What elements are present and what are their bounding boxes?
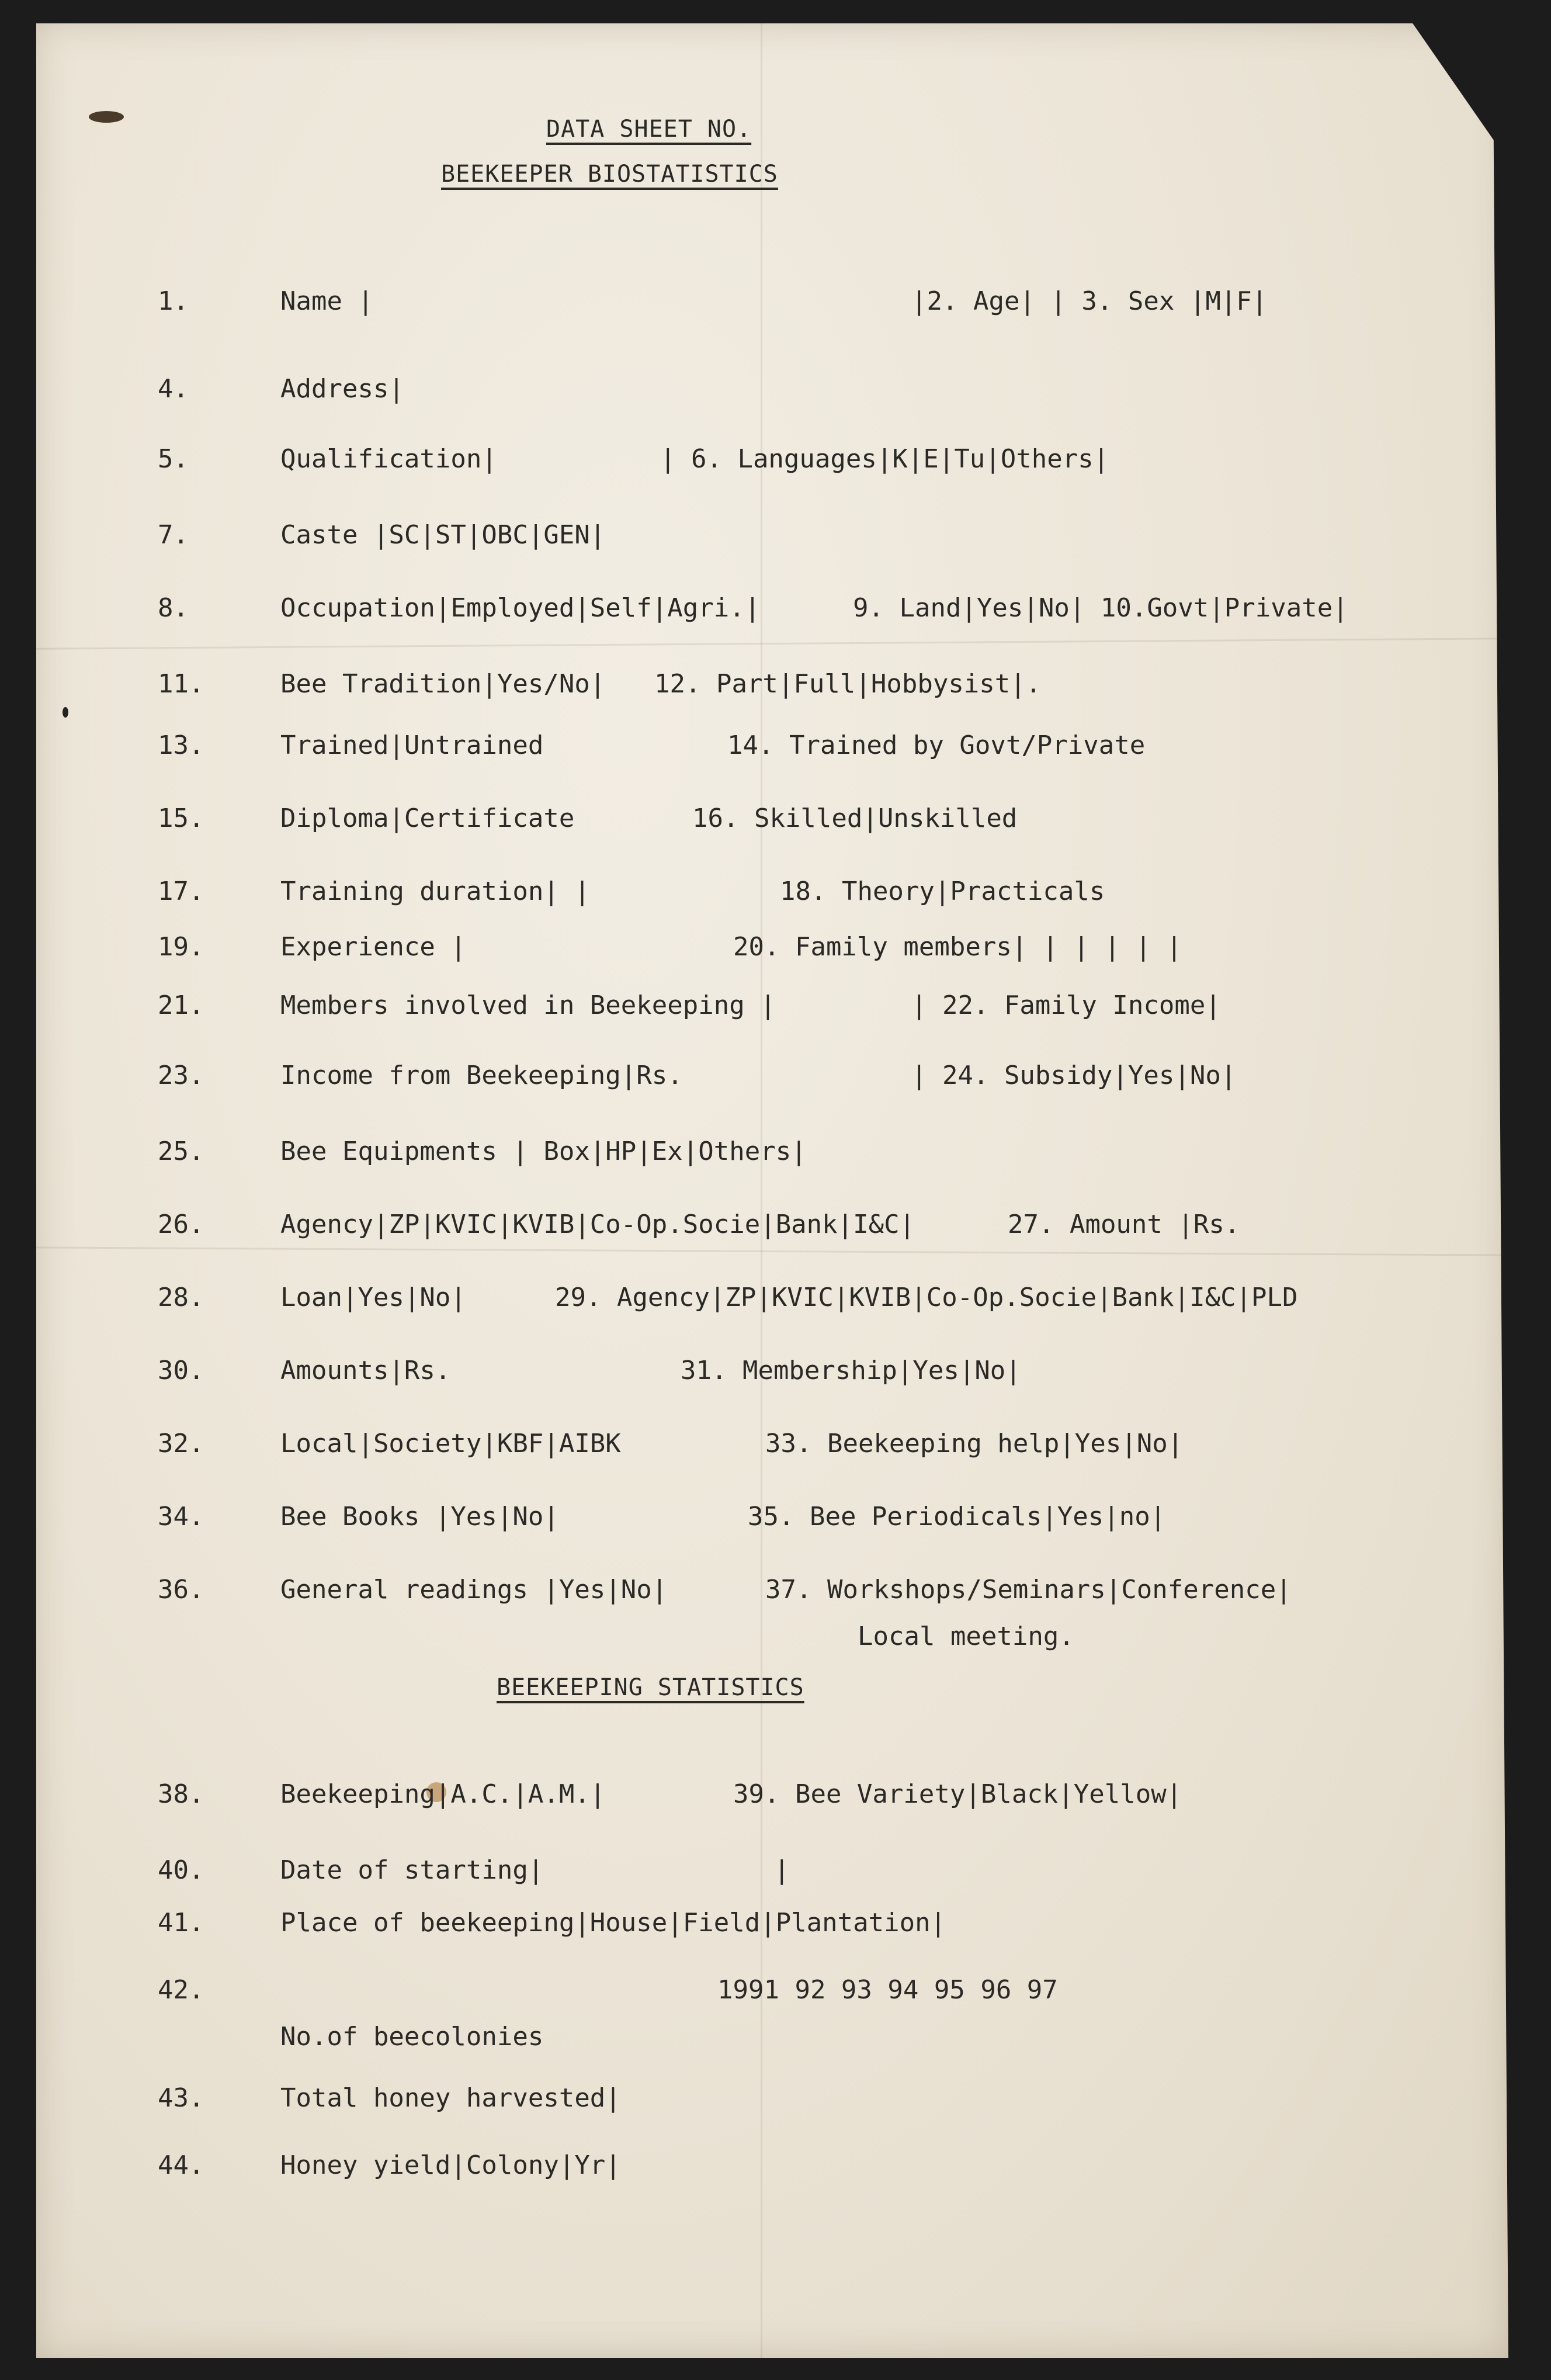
field-label-secondary: 39. Bee Variety|Black|Yellow| — [733, 1779, 1182, 1809]
field-label-secondary: 1991 92 93 94 95 96 97 — [717, 1975, 1058, 2005]
item-number: 21. — [158, 990, 204, 1020]
field-label: General readings |Yes|No| — [280, 1575, 668, 1605]
item-number: 11. — [158, 669, 204, 699]
field-label-secondary: 14. Trained by Govt/Private — [727, 730, 1146, 760]
field-label-secondary: 27. Amount |Rs. — [1008, 1210, 1240, 1239]
field-label: Amounts|Rs. — [280, 1356, 451, 1385]
item-number: 8. — [158, 593, 189, 623]
item-number: 23. — [158, 1061, 204, 1090]
field-label-secondary: | 6. Languages|K|E|Tu|Others| — [660, 444, 1109, 474]
field-label-secondary: 35. Bee Periodicals|Yes|no| — [748, 1502, 1166, 1532]
field-label-secondary: | 22. Family Income| — [911, 990, 1221, 1020]
item-number: 15. — [158, 803, 204, 833]
field-label: Bee Equipments | Box|HP|Ex|Others| — [280, 1137, 807, 1166]
field-label: Bee Tradition|Yes/No| — [280, 669, 606, 699]
item-number: 32. — [158, 1429, 204, 1459]
field-label: Honey yield|Colony|Yr| — [280, 2150, 621, 2180]
item-number: 44. — [158, 2150, 204, 2180]
item-number: 30. — [158, 1356, 204, 1385]
item-number: 19. — [158, 932, 204, 962]
field-label: Loan|Yes|No| — [280, 1283, 466, 1312]
field-label-secondary: | — [774, 1855, 790, 1885]
field-label-secondary: Local meeting. — [858, 1622, 1074, 1651]
item-number: 17. — [158, 877, 204, 906]
field-label: Agency|ZP|KVIC|KVIB|Co-Op.Socie|Bank|I&C| — [280, 1210, 915, 1239]
field-label: Place of beekeeping|House|Field|Plantation| — [280, 1908, 946, 1938]
item-number: 26. — [158, 1210, 204, 1239]
item-number: 25. — [158, 1137, 204, 1166]
field-label: Income from Beekeeping|Rs. — [280, 1061, 683, 1090]
field-label: Members involved in Beekeeping | — [280, 990, 776, 1020]
field-label: Occupation|Employed|Self|Agri.| — [280, 593, 761, 623]
item-number: 41. — [158, 1908, 204, 1938]
field-label: Date of starting| — [280, 1855, 544, 1885]
field-label: Address| — [280, 374, 404, 404]
item-number: 5. — [158, 444, 189, 474]
item-number: 4. — [158, 374, 189, 404]
form-title: DATA SHEET NO. — [546, 116, 752, 143]
field-label-secondary: 12. Part|Full|Hobbysist|. — [654, 669, 1042, 699]
form-subtitle: BEEKEEPER BIOSTATISTICS — [441, 161, 778, 188]
field-label: Caste |SC|ST|OBC|GEN| — [280, 520, 606, 550]
field-label: Bee Books |Yes|No| — [280, 1502, 559, 1532]
item-number: 13. — [158, 730, 204, 760]
field-label-secondary: 16. Skilled|Unskilled — [692, 803, 1018, 833]
field-label: Experience | — [280, 932, 466, 962]
item-number: 38. — [158, 1779, 204, 1809]
field-label: Beekeeping|A.C.|A.M.| — [280, 1779, 606, 1809]
field-label-secondary: 33. Beekeeping help|Yes|No| — [765, 1429, 1184, 1459]
section-heading: BEEKEEPING STATISTICS — [497, 1674, 804, 1701]
field-label: Name | — [280, 286, 373, 316]
field-label-secondary: | 24. Subsidy|Yes|No| — [911, 1061, 1237, 1090]
item-number: 42. — [158, 1975, 204, 2005]
field-label: Diploma|Certificate — [280, 803, 575, 833]
field-label-secondary: 18. Theory|Practicals — [780, 877, 1105, 906]
item-number: 7. — [158, 520, 189, 550]
item-number: 34. — [158, 1502, 204, 1532]
field-label-secondary: 31. Membership|Yes|No| — [681, 1356, 1021, 1385]
field-label: Trained|Untrained — [280, 730, 544, 760]
field-label-secondary: |2. Age| | 3. Sex |M|F| — [911, 286, 1268, 316]
field-label: Total honey harvested| — [280, 2083, 621, 2113]
field-label-secondary: 20. Family members| | | | | | — [733, 932, 1182, 962]
item-number: 36. — [158, 1575, 204, 1605]
item-number: 43. — [158, 2083, 204, 2113]
item-number: 40. — [158, 1855, 204, 1885]
field-label-secondary: 9. Land|Yes|No| 10.Govt|Private| — [853, 593, 1348, 623]
item-number: 1. — [158, 286, 189, 316]
item-number: 28. — [158, 1283, 204, 1312]
field-label: Qualification| — [280, 444, 497, 474]
field-label: No.of beecolonies — [280, 2022, 544, 2052]
field-label-secondary: 29. Agency|ZP|KVIC|KVIB|Co-Op.Socie|Bank|I&C|PLD — [555, 1283, 1298, 1312]
field-label: Local|Society|KBF|AIBK — [280, 1429, 621, 1459]
field-label-secondary: 37. Workshops/Seminars|Conference| — [765, 1575, 1292, 1605]
field-label: Training duration| | — [280, 877, 590, 906]
